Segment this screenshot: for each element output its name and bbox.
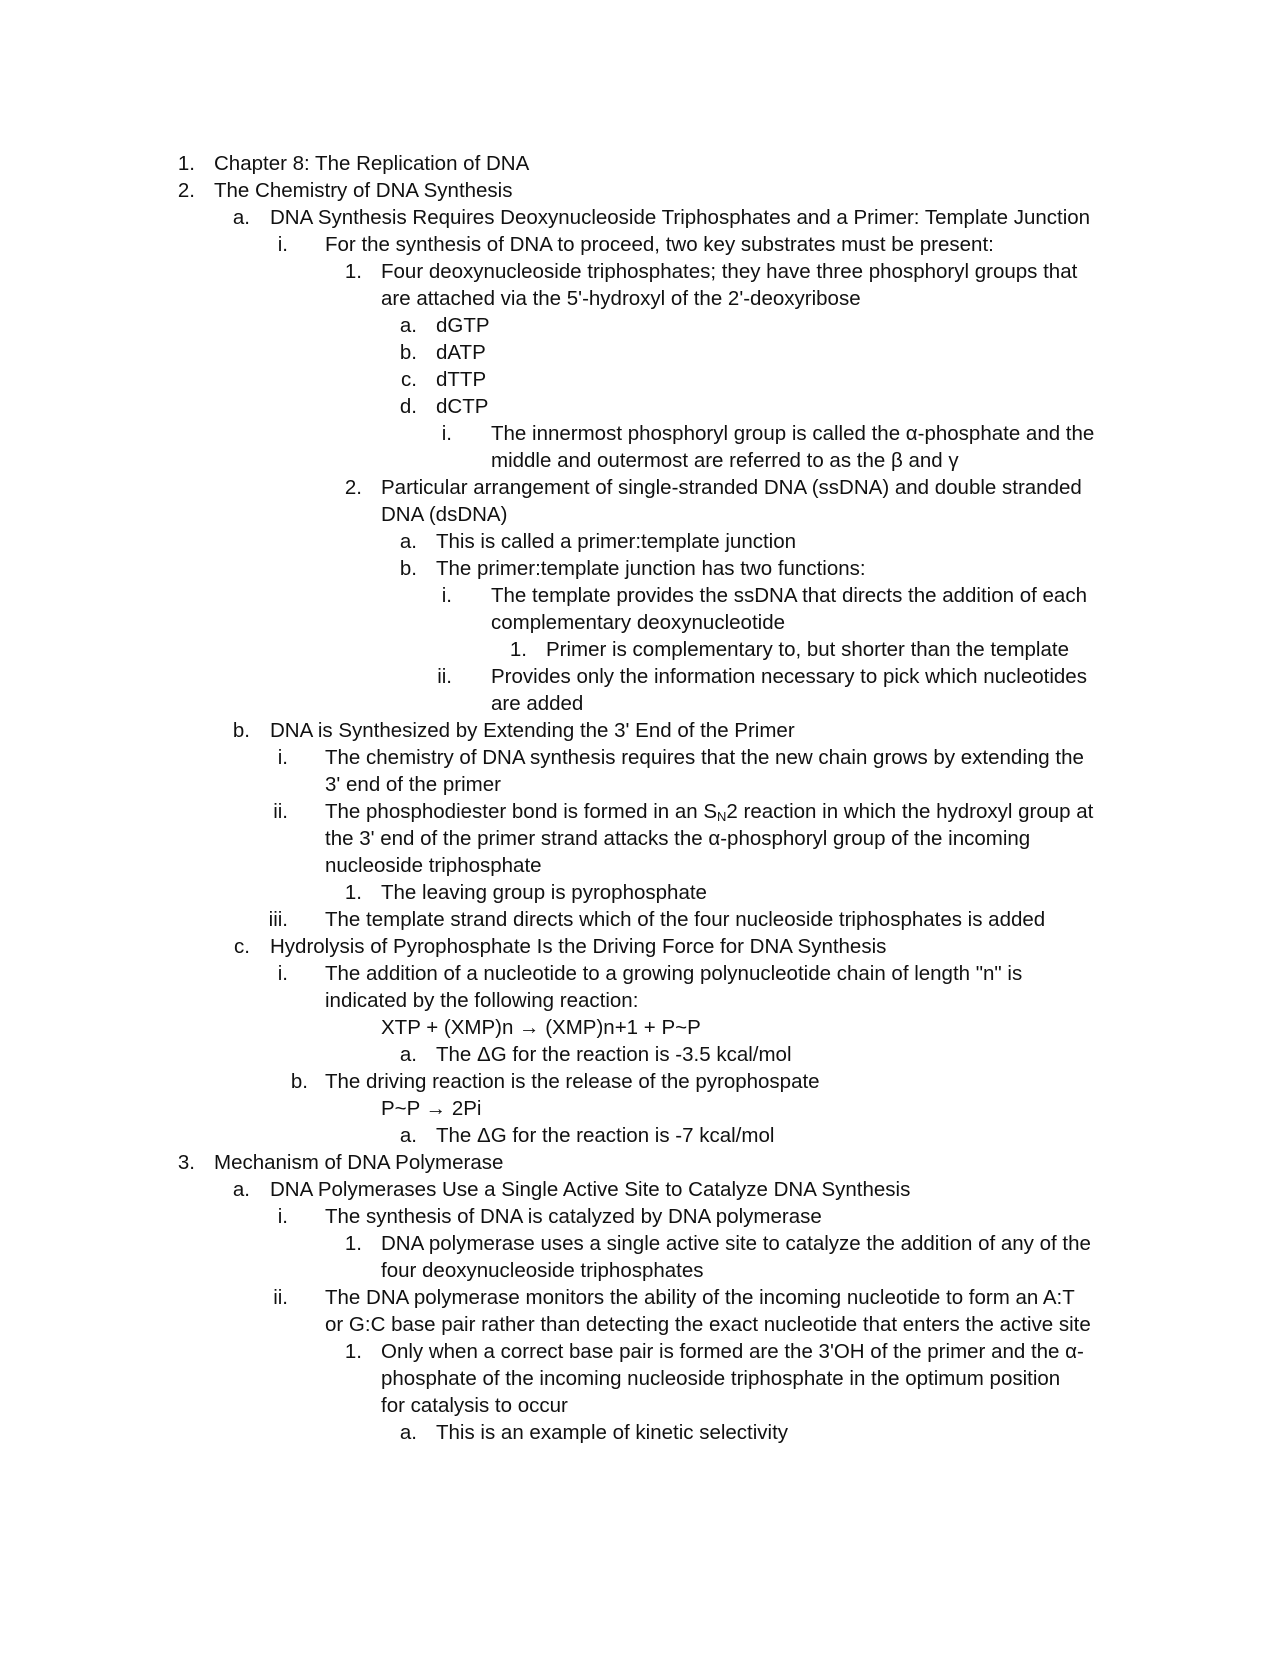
subsection-heading: DNA Polymerases Use a Single Active Site to Catalyze DNA Synthesis [270, 1178, 911, 1201]
list-marker: b. [399, 557, 417, 580]
list-marker: 1. [177, 152, 195, 175]
outline-text: phosphate of the incoming nucleoside triphosphate in the optimum position [381, 1367, 1061, 1390]
list-marker: 2. [344, 476, 362, 499]
outline-text: The template strand directs which of the four nucleoside triphosphates is added [325, 908, 1046, 931]
list-marker: a. [399, 1421, 417, 1444]
outline-text: The DNA polymerase monitors the ability of the incoming nucleotide to form an A:T [325, 1286, 1075, 1309]
list-marker: 1. [344, 260, 362, 283]
list-marker: 1. [344, 1340, 362, 1363]
list-marker: ii. [273, 800, 288, 823]
list-marker: a. [232, 1178, 250, 1201]
outline-text: The ΔG for the reaction is -3.5 kcal/mol [436, 1043, 792, 1066]
outline-text: The driving reaction is the release of the pyrophospate [325, 1070, 820, 1093]
outline-text: This is called a primer:template junction [436, 530, 797, 553]
list-marker: b. [399, 341, 417, 364]
outline-text: complementary deoxynucleotide [491, 611, 785, 634]
subsection-heading: Hydrolysis of Pyrophosphate Is the Driving Force for DNA Synthesis [270, 935, 887, 958]
list-marker: a. [399, 314, 417, 337]
outline-text: Only when a correct base pair is formed are the 3'OH of the primer and the α- [381, 1340, 1084, 1363]
outline-text: 3' end of the primer [325, 773, 501, 796]
list-marker: c. [401, 368, 417, 391]
outline-text: for catalysis to occur [381, 1394, 568, 1417]
outline-text: DNA (dsDNA) [381, 503, 508, 526]
outline-text: The addition of a nucleotide to a growing polynucleotide chain of length "n" is [325, 962, 1023, 985]
list-marker: d. [399, 395, 417, 418]
outline-text: The innermost phosphoryl group is called the α-phosphate and the [491, 422, 1095, 445]
list-marker: i. [277, 233, 288, 256]
outline-text: The synthesis of DNA is catalyzed by DNA polymerase [325, 1205, 822, 1228]
subsection-heading: DNA is Synthesized by Extending the 3' End of the Primer [270, 719, 795, 742]
list-marker: b. [290, 1070, 308, 1093]
outline-text: nucleoside triphosphate [325, 854, 542, 877]
outline-text: dGTP [436, 314, 490, 337]
outline-text: Four deoxynucleoside triphosphates; they have three phosphoryl groups that [381, 260, 1078, 283]
outline-text: For the synthesis of DNA to proceed, two key substrates must be present: [325, 233, 994, 256]
list-marker: b. [232, 719, 250, 742]
list-marker: i. [277, 962, 288, 985]
list-marker: a. [399, 1124, 417, 1147]
list-marker: a. [399, 1043, 417, 1066]
outline-text: four deoxynucleoside triphosphates [381, 1259, 704, 1282]
outline-text: dATP [436, 341, 486, 364]
list-marker: iii. [268, 908, 288, 931]
outline-text: are added [491, 692, 584, 715]
reaction-equation: P~P → 2Pi [381, 1097, 482, 1120]
outline-text: dCTP [436, 395, 489, 418]
section-heading: Mechanism of DNA Polymerase [214, 1151, 504, 1174]
list-marker: 1. [509, 638, 527, 661]
outline-text: The chemistry of DNA synthesis requires that the new chain grows by extending the [325, 746, 1084, 769]
list-marker: 1. [344, 1232, 362, 1255]
list-marker: 3. [177, 1151, 195, 1174]
reaction-equation: XTP + (XMP)n → (XMP)n+1 + P~P [381, 1016, 701, 1039]
outline-text: The ΔG for the reaction is -7 kcal/mol [436, 1124, 775, 1147]
outline-text: or G:C base pair rather than detecting the exact nucleotide that enters the active site [325, 1313, 1091, 1336]
outline-text: Provides only the information necessary to pick which nucleotides [491, 665, 1087, 688]
outline-text: dTTP [436, 368, 487, 391]
list-marker: a. [399, 530, 417, 553]
list-marker: 1. [344, 881, 362, 904]
list-marker: i. [277, 1205, 288, 1228]
outline-text: Particular arrangement of single-stranded DNA (ssDNA) and double stranded [381, 476, 1082, 499]
outline-text: The primer:template junction has two functions: [436, 557, 866, 580]
outline-text: are attached via the 5'-hydroxyl of the 2'-deoxyribose [381, 287, 861, 310]
list-marker: a. [232, 206, 250, 229]
list-marker: i. [277, 746, 288, 769]
list-marker: ii. [437, 665, 452, 688]
outline-text: middle and outermost are referred to as the β and γ [491, 449, 959, 472]
outline-text: The phosphodiester bond is formed in an $S_N2$ reaction in which the hydroxyl group at [325, 800, 1094, 824]
outline-text: the 3' end of the primer strand attacks the α-phosphoryl group of the incoming [325, 827, 1031, 850]
list-marker: 2. [177, 179, 195, 202]
chapter-title: Chapter 8: The Replication of DNA [214, 152, 530, 175]
list-marker: c. [234, 935, 250, 958]
section-heading: The Chemistry of DNA Synthesis [214, 179, 513, 202]
list-marker: ii. [273, 1286, 288, 1309]
outline-text: This is an example of kinetic selectivity [436, 1421, 789, 1444]
list-marker: i. [441, 422, 452, 445]
outline-text: The template provides the ssDNA that directs the addition of each [491, 584, 1087, 607]
outline-text: DNA polymerase uses a single active site to catalyze the addition of any of the [381, 1232, 1091, 1255]
outline-text: The leaving group is pyrophosphate [381, 881, 707, 904]
subsection-heading: DNA Synthesis Requires Deoxynucleoside Triphosphates and a Primer: Template Junction [270, 206, 1091, 229]
outline-text: Primer is complementary to, but shorter than the template [546, 638, 1069, 661]
list-marker: i. [441, 584, 452, 607]
outline-text: indicated by the following reaction: [325, 989, 639, 1012]
